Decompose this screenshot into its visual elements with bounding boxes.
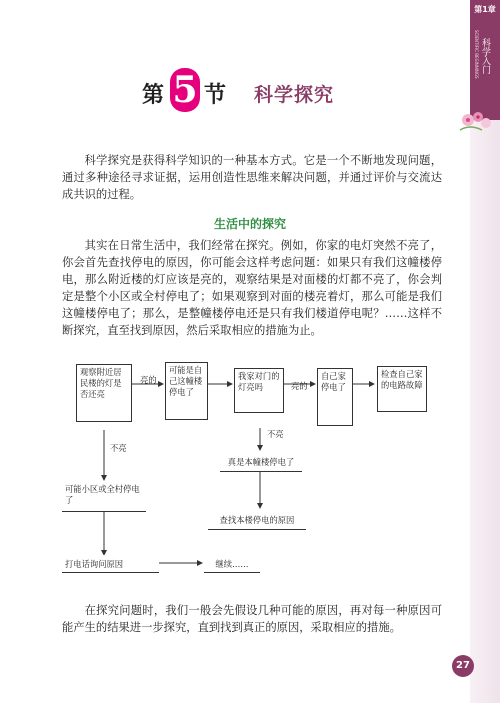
box-building-outage: 真是本幢楼停电了 [220,452,302,472]
subheading: 生活中的探究 [213,217,286,231]
label-not-bright-2: 不亮 [267,429,284,439]
section-prefix: 第 [142,82,165,108]
section-number-badge: 5 [170,68,200,112]
chapter-title: 科学入门 [480,38,490,74]
box-own-home: 自己家停电了 [317,368,353,426]
section-suffix: 节 [204,82,227,108]
box-check-circuit: 检查自己家的电路故障 [377,366,427,412]
label-not-bright-1: 不亮 [110,443,127,453]
label-bright-1: 亮的 [140,375,157,385]
intro-paragraph: 科学探究是获得科学知识的一种基本方式。它是一个不断地发现问题，通过多种途径寻求证据，运用创造性思维来解决问题，并通过评价与交流达成共识的过程。 [62,154,442,201]
box-observe: 观察附近居民楼的灯是否还亮 [76,364,132,422]
chapter-tab [470,0,500,120]
example-paragraph: 其实在日常生活中，我们经常在探究。例如，你家的电灯突然不亮了，你会首先查找停电的原因，你可能会这样考虑问题：如果只有我们这幢楼停电，那么附近楼的灯应该是亮的，观察结果是对面楼的灯都不亮了，你会判定是整个小区或全村停电了；如果观察到对面的楼亮着灯，那么可能是我们这幢楼停电了；那么，是整幢楼停电还是只有我们楼道停电呢？……这样不断探究，直至找到原因，然后采取相应的措施为止。 [62,239,442,337]
box-continue: 继续…… [204,555,260,573]
box-find-reason: 查找本楼停电的原因 [208,510,306,530]
chapter-label: 第1章 [474,5,496,14]
box-maybe-this-building: 可能是自己这幢楼停电了 [165,362,208,420]
flowchart [62,350,442,590]
box-call: 打电话询问原因 [62,555,159,573]
chapter-subtitle: SCIENTIFIC BEGINNINGS [474,30,479,79]
section-name: 科学探究 [254,84,335,106]
conclusion-paragraph: 在探究问题时，我们一般会先假设几种可能的原因，再对每一种原因可能产生的结果进一步探究，直到找到真正的原因，采取相应的措施。 [62,604,442,634]
flower-decoration-icon [456,108,496,134]
box-hall-light: 我家对门的灯亮吗 [234,368,284,413]
box-village-outage: 可能小区或全村停电了 [62,482,146,512]
label-bright-2: 亮的 [291,381,308,391]
page-number: 27 [452,655,474,677]
